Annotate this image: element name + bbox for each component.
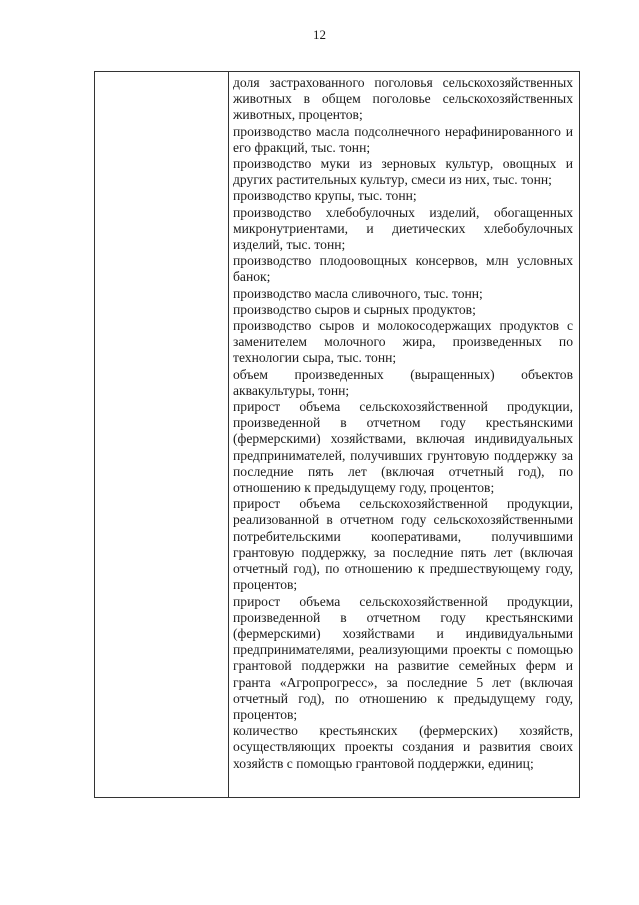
indicator-item: производство масла сливочного, тыс. тонн; [233, 285, 483, 301]
indicator-item: производство крупы, тыс. тонн; [233, 188, 417, 204]
indicators-table [94, 71, 580, 798]
indicator-item: производство сыров и сырных продуктов; [233, 301, 476, 317]
table-cell-right [229, 72, 580, 798]
table-row [95, 72, 580, 798]
indicator-item: прирост объема сельскохозяйственной продукции, произведенной в отчетном году крестьянскими (фермерскими) хозяйствами, включая индивидуальных предпринимателей, получивших грунтовую поддержку за последние пять лет (включая отчетный год), по отношению к предыдущему году, процентов; [233, 399, 573, 496]
indicator-item: производство плодоовощных консервов, млн условных банок; [233, 253, 573, 285]
indicator-item: прирост объема сельскохозяйственной продукции, реализованной в отчетном году сельскохозяйственными потребительскими кооперативами, получившими грантовую поддержку, за последние пять лет (включая отчетный год), по отношению к предшествующему году, процентов; [233, 496, 573, 593]
indicator-item: доля застрахованного поголовья сельскохозяйственных животных в общем поголовье сельскохозяйственных животных, процентов; [233, 75, 573, 123]
indicator-item: производство масла подсолнечного нерафинированного и его фракций, тыс. тонн; [233, 123, 573, 155]
page-number: 12 [313, 27, 326, 42]
indicator-list [229, 72, 579, 772]
indicator-item: производство муки из зерновых культур, овощных и других растительных культур, смеси из них, тыс. тонн; [233, 156, 573, 188]
indicator-item: прирост объема сельскохозяйственной продукции, произведенной в отчетном году крестьянскими (фермерскими) хозяйствами и индивидуальными предпринимателями, реализующими проекты с помощью грантовой поддержки на развитие семейных ферм и гранта «Агропрогресс», за последние 5 лет (включая отчетный год), по отношению к предыдущему году, процентов; [233, 593, 573, 722]
indicator-item: производство хлебобулочных изделий, обогащенных микронутриентами, и диетических хлебобулочных изделий, тыс. тонн; [233, 204, 573, 253]
indicator-item: объем произведенных (выращенных) объектов аквакультуры, тонн; [233, 366, 573, 398]
indicator-item: количество крестьянских (фермерских) хозяйств, осуществляющих проекты создания и развития своих хозяйств с помощью грантовой поддержки, единиц; [233, 723, 573, 771]
indicator-item: производство сыров и молокосодержащих продуктов с заменителем молочного жира, произведенных по технологии сыра, тыс. тонн; [233, 318, 573, 366]
table-cell-left [95, 72, 229, 798]
